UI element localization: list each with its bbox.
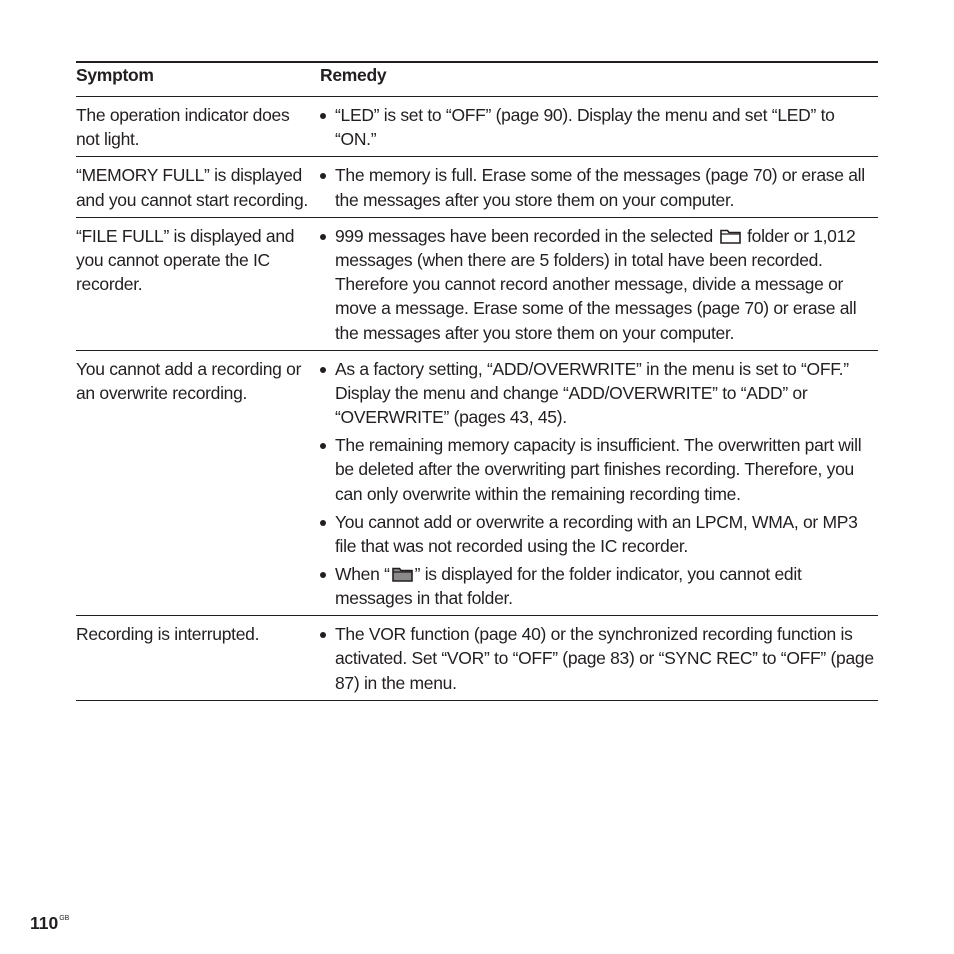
symptom-column-header: Symptom [76, 65, 154, 85]
remedy-cell [320, 622, 878, 695]
page-number [30, 908, 69, 934]
remedy-text: 999 messages have been recorded in the selected [335, 225, 713, 246]
remedy-item: The VOR function (page 40) or the synchronized recording function is activated. Set “VOR” to “OFF” (page 83) or “SYNC REC” to “OFF” (page 87) in the menu. [320, 622, 878, 695]
page-number-value: 110 [30, 913, 59, 933]
table-row [76, 157, 878, 217]
table-row [76, 616, 878, 701]
remedy-cell [320, 357, 878, 610]
folder-outline-icon [720, 228, 741, 244]
remedy-text: folder or 1,012 messages (when there are 5 folders) in total have been recorded. Therefore you cannot record another message, divide a message or move a message. Erase some of the messages (page 70) or erase all the messages after you store them on your computer. [335, 225, 857, 343]
remedy-item [320, 562, 878, 610]
table-row [76, 351, 878, 616]
remedy-item: “LED” is set to “OFF” (page 90). Display the menu and set “LED” to “ON.” [320, 103, 878, 151]
symptom-cell: The operation indicator does not light. [76, 105, 290, 150]
remedy-item [320, 224, 878, 345]
symptom-cell: You cannot add a recording or an overwrite recording. [76, 358, 302, 404]
region-code: GB [59, 915, 70, 922]
remedy-text: ” is displayed for the folder indicator, you cannot edit messages in that folder. [335, 563, 802, 609]
symptom-cell: “FILE FULL” is displayed and you cannot operate the IC recorder. [76, 225, 295, 295]
table-header [76, 63, 878, 97]
folder-filled-icon [392, 566, 413, 582]
remedy-cell [320, 103, 878, 151]
remedy-text: When “ [335, 563, 390, 584]
remedy-item: The remaining memory capacity is insufficient. The overwritten part will be deleted after the overwriting part finishes recording. Therefore, you can only overwrite within the remaining recording time. [320, 433, 878, 506]
troubleshooting-table [76, 61, 878, 701]
remedy-cell [320, 163, 878, 211]
remedy-column-header: Remedy [320, 65, 387, 85]
remedy-item: As a factory setting, “ADD/OVERWRITE” in the menu is set to “OFF.” Display the menu and change “ADD/OVERWRITE” to “ADD” or “OVERWRITE” (pages 43, 45). [320, 357, 878, 430]
table-row [76, 97, 878, 157]
symptom-cell: “MEMORY FULL” is displayed and you cannot start recording. [76, 165, 308, 210]
symptom-cell: Recording is interrupted. [76, 624, 260, 645]
remedy-cell [320, 224, 878, 345]
table-row [76, 218, 878, 351]
remedy-item: The memory is full. Erase some of the messages (page 70) or erase all the messages after you store them on your computer. [320, 163, 878, 211]
remedy-item: You cannot add or overwrite a recording with an LPCM, WMA, or MP3 file that was not recorded using the IC recorder. [320, 510, 878, 558]
